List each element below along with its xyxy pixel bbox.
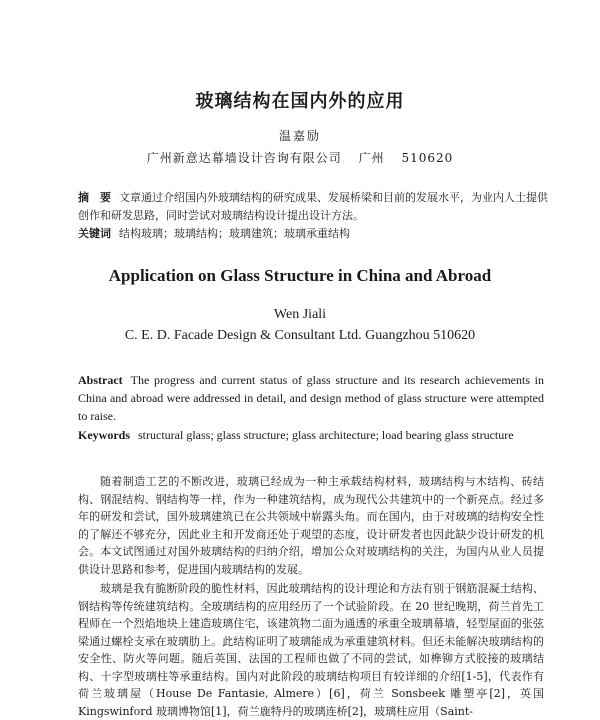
english-abstract	[78, 371, 544, 425]
chinese-affiliation: 广州新意达幕墙设计咨询有限公司	[146, 151, 342, 165]
chinese-city: 广州	[358, 151, 385, 165]
chinese-author: 温嘉励	[278, 129, 321, 143]
body-paragraph-2: 玻璃是我有脆断阶段的脆性材料，因此玻璃结构的设计理论和方法有别于钢筋混凝土结构、钢结构等传统建筑结构。全玻璃结构的应用经历了一个试验阶段。在 20 世纪晚期，荷兰首先工程师在一个烈焰地块上建造玻璃住宅，该建筑物二面为通透的承重全玻璃幕墙，轻型屋面的张弦梁通过螺栓支承在玻璃肋上。此结构证明了玻璃能成为承重建筑材料。但还未能解决玻璃结构的安全性、防火等问题。随后英国、法国的工程师也做了不同的尝试，如榫铆方式胶接的玻璃结构、十字型玻璃柱等承重结构。国内对此阶段的玻璃结构项目有较详细的介绍[1-5]，代表作有荷兰玻璃屋（House De Fantasie, Almere）[6]，荷兰 Sonsbeek 雕塑亭[2]，英国 Kingswinford 玻璃博物馆[1]，荷兰鹿特丹的玻璃连桥[2]，玻璃柱应用（Saint-	[78, 582, 544, 718]
chinese-abstract	[78, 189, 548, 225]
english-title: Application on Glass Structure in China and Abroad	[108, 266, 492, 285]
english-affiliation: C. E. D. Facade Design & Consultant Ltd. Guangzhou 510620	[124, 328, 476, 343]
body-paragraph-1: 随着制造工艺的不断改进，玻璃已经成为一种主承载结构材料，玻璃结构与木结构、砖结构、钢混结构、钢结构等一样，作为一种建筑结构，成为现代公共建筑中的一个新亮点。经过多年的研发和尝试，国外玻璃建筑已在公共领域中崭露头角。而在国内，由于对玻璃的结构安全性的了解还不够充分，因此业主和开发商还处于观望的态度，设计研发者也因此缺少设计研发的机会。本文试图通过对国外玻璃结构的归纳介绍，增加公众对玻璃结构的关注，为国内从业人员提供设计思路和参考，促进国内玻璃结构的发展。	[78, 475, 544, 576]
english-author: Wen Jiali	[273, 307, 327, 322]
english-keywords-text: structural glass; glass structure; glass architecture; load bearing glass structure	[138, 428, 514, 442]
chinese-title: 玻璃结构在国内外的应用	[195, 91, 405, 112]
chinese-affiliation-line	[0, 149, 600, 166]
chinese-keywords-label: 关键词	[78, 227, 111, 240]
chinese-keywords-text: 结构玻璃；玻璃结构；玻璃建筑；玻璃承重结构	[119, 227, 350, 240]
chinese-abstract-label: 摘 要	[78, 191, 111, 204]
english-keywords-label: Keywords	[78, 428, 130, 442]
chinese-keywords	[78, 225, 548, 243]
english-abstract-text: The progress and current status of glass structure and its research achievements in China and abroad were addressed in detail, and design method of glass structure were attempted to raise.	[78, 373, 544, 423]
chinese-postcode: 510620	[401, 151, 454, 165]
english-keywords	[78, 426, 544, 444]
chinese-abstract-text: 文章通过介绍国内外玻璃结构的研究成果、发展桥梁和目前的发展水平，为业内人士提供创作和研发思路，同时尝试对玻璃结构设计提出设计方法。	[78, 191, 548, 222]
english-abstract-label: Abstract	[78, 373, 123, 387]
